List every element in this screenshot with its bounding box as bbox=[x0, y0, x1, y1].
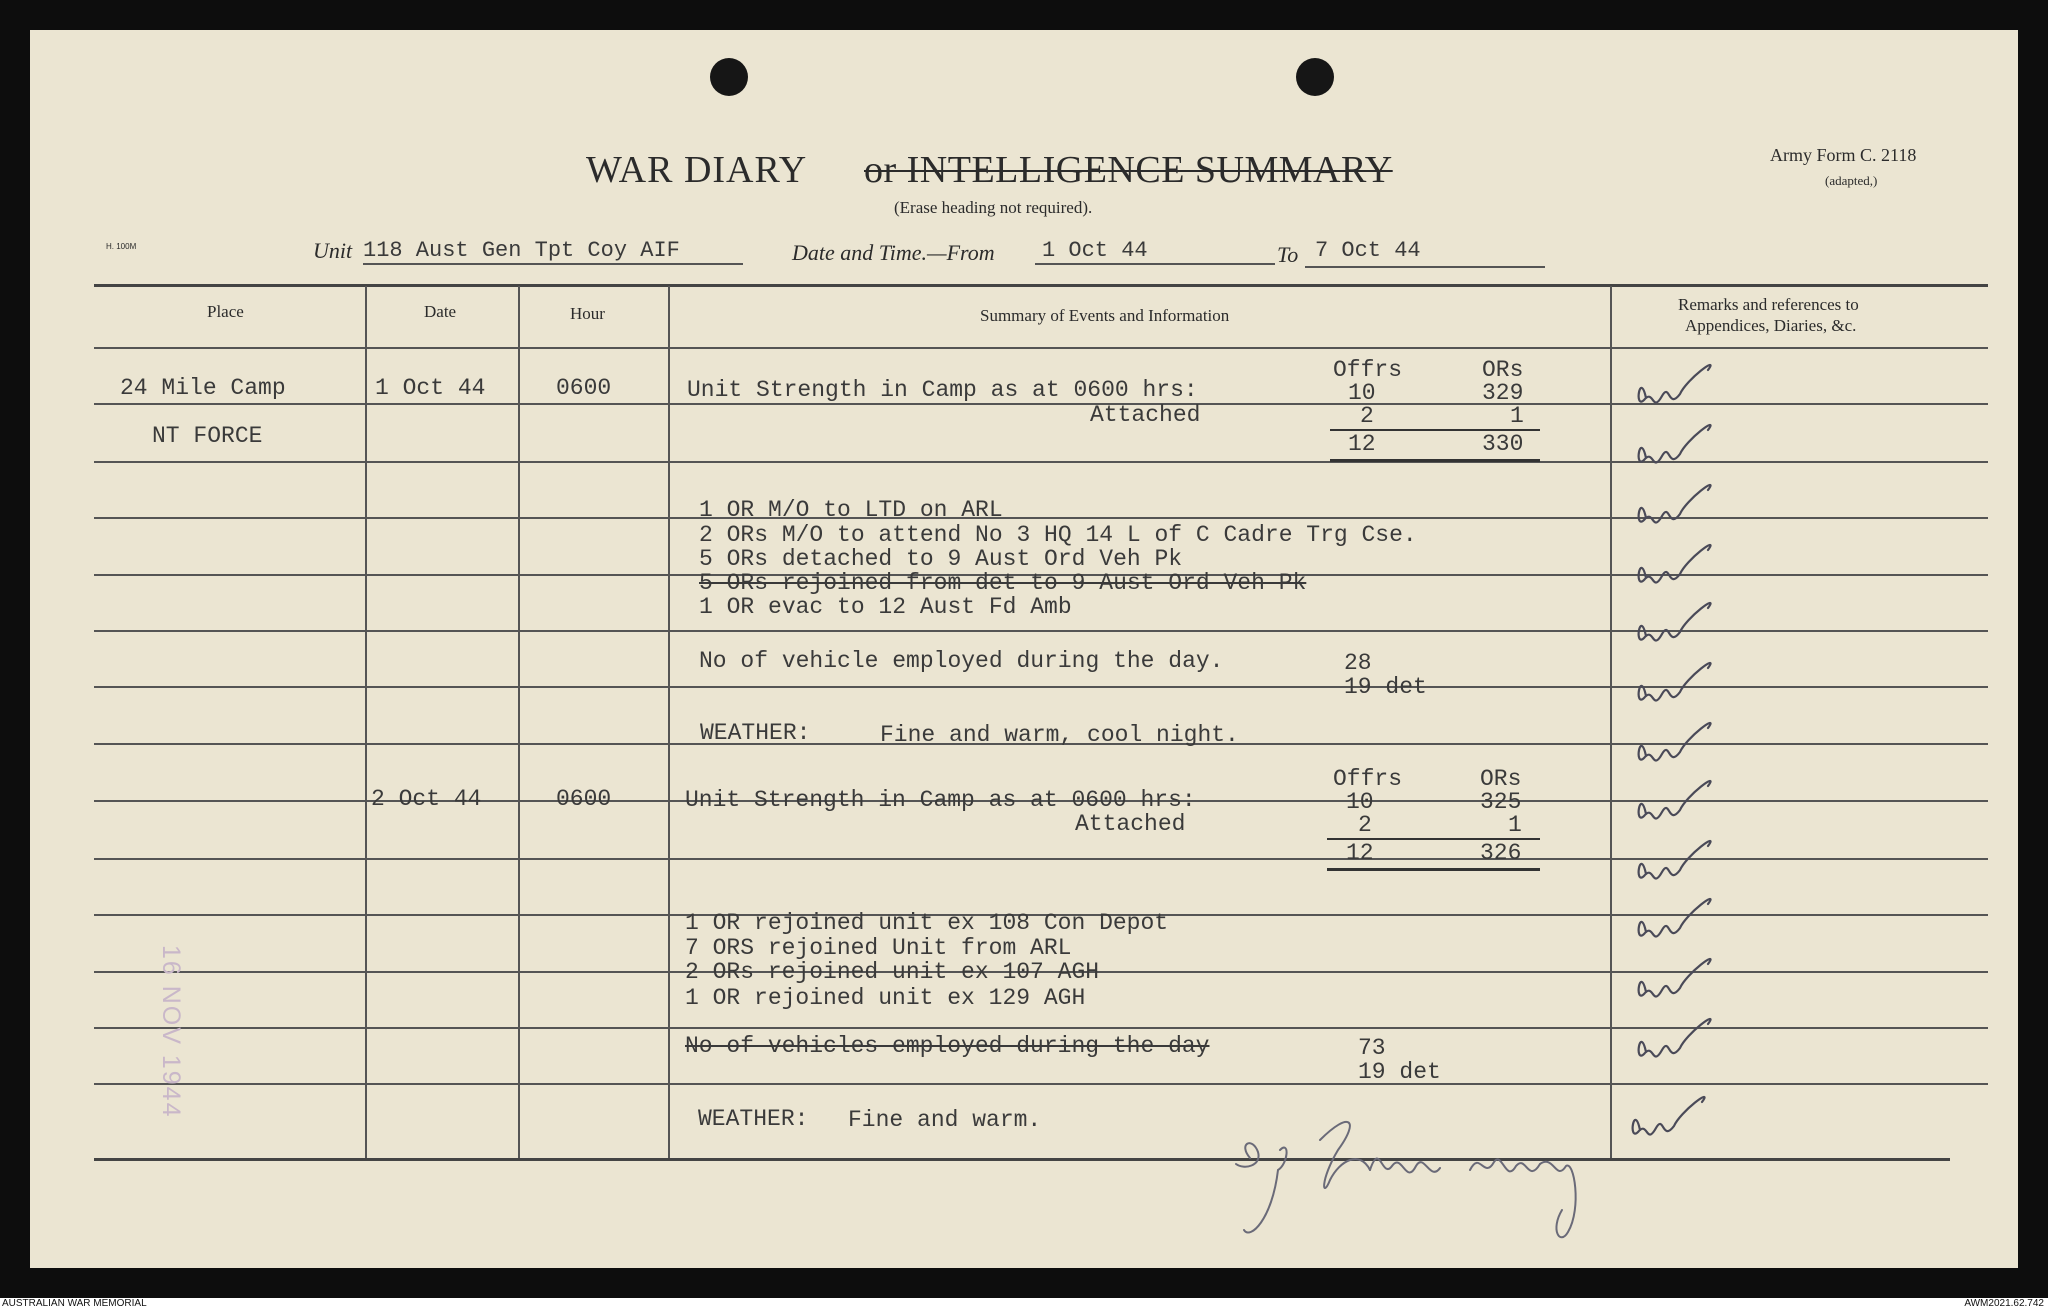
entry1-place: 24 Mile Camp bbox=[120, 375, 286, 401]
entry2-hour: 0600 bbox=[556, 786, 612, 812]
date-to-label: To bbox=[1277, 242, 1299, 267]
date-to-value: 7 Oct 44 bbox=[1315, 238, 1421, 263]
remarks-initials bbox=[1610, 360, 1730, 1150]
entry2-vehicles-value: 73 bbox=[1358, 1035, 1386, 1061]
entry2-ors-camp: 325 bbox=[1480, 789, 1522, 815]
column-header-remarks: Remarks and references to bbox=[1678, 295, 1859, 314]
entry1-vehicles-label: No of vehicle employed during the day. bbox=[699, 648, 1224, 674]
entry2-vehicles-det: 19 det bbox=[1358, 1059, 1441, 1085]
entry1-place-force: NT FORCE bbox=[152, 423, 263, 449]
column-header-date: Date bbox=[424, 302, 457, 321]
entry1-date: 1 Oct 44 bbox=[375, 375, 486, 401]
entry2-weather-label: WEATHER: bbox=[698, 1106, 809, 1132]
signature-image bbox=[1210, 1100, 1650, 1250]
entry2-ors-header: ORs bbox=[1480, 766, 1522, 792]
entry2-offrs-attached: 2 bbox=[1358, 812, 1372, 838]
entry2-vehicles-label-struck: No of vehicles employed during the day bbox=[685, 1033, 1210, 1059]
footer-right: AWM2021.62.742 bbox=[1964, 1298, 2044, 1309]
entry1-offrs-attached: 2 bbox=[1360, 403, 1374, 429]
unit-value: 118 Aust Gen Tpt Coy AIF bbox=[363, 238, 680, 263]
punch-hole bbox=[710, 58, 748, 96]
entry1-vehicles-det: 19 det bbox=[1344, 674, 1427, 700]
adapted-label: (adapted,) bbox=[1825, 173, 1878, 188]
column-header-hour: Hour bbox=[570, 304, 605, 323]
diary-page bbox=[30, 30, 2018, 1268]
footer-bar bbox=[0, 1298, 2048, 1311]
entry1-event: 1 OR M/O to LTD on ARL bbox=[699, 497, 1003, 523]
erase-note: (Erase heading not required). bbox=[894, 198, 1093, 217]
entry1-vehicles-value: 28 bbox=[1344, 650, 1372, 676]
entry1-hour: 0600 bbox=[556, 375, 612, 401]
entry1-offrs-total: 12 bbox=[1348, 431, 1376, 457]
army-form-label: Army Form C. 2118 bbox=[1770, 145, 1917, 165]
entry2-weather-value: Fine and warm. bbox=[848, 1107, 1042, 1133]
entry1-offrs-header: Offrs bbox=[1333, 357, 1403, 383]
entry1-ors-total: 330 bbox=[1482, 431, 1524, 457]
entry1-ors-header: ORs bbox=[1482, 357, 1524, 383]
entry1-strength-label: Unit Strength in Camp as at 0600 hrs: bbox=[687, 377, 1198, 403]
entry2-event: 7 ORS rejoined Unit from ARL bbox=[685, 935, 1072, 961]
entry2-ors-total: 326 bbox=[1480, 840, 1522, 866]
unit-label: Unit bbox=[313, 238, 353, 263]
entry2-event: 2 ORs rejoined unit ex 107 AGH bbox=[685, 959, 1100, 985]
column-header-summary: Summary of Events and Information bbox=[980, 306, 1230, 325]
date-from-value: 1 Oct 44 bbox=[1042, 238, 1148, 263]
entry2-event: 1 OR rejoined unit ex 108 Con Depot bbox=[685, 910, 1169, 936]
footer-left: AUSTRALIAN WAR MEMORIAL bbox=[2, 1298, 147, 1309]
date-from-label: Date and Time.—From bbox=[792, 240, 995, 265]
entry2-offrs-total: 12 bbox=[1346, 840, 1374, 866]
column-header-remarks-2: Appendices, Diaries, &c. bbox=[1685, 316, 1857, 335]
punch-hole bbox=[1296, 58, 1334, 96]
entry1-event: 5 ORs detached to 9 Aust Ord Veh Pk bbox=[699, 546, 1183, 572]
entry2-strength-label: Unit Strength in Camp as at 0600 hrs: bbox=[685, 787, 1196, 813]
entry1-event-struck: 5 ORs rejoined from det to 9 Aust Ord Veh Pk bbox=[699, 570, 1307, 596]
entry2-attached-label: Attached bbox=[1075, 811, 1186, 837]
entry1-offrs-camp: 10 bbox=[1348, 380, 1376, 406]
entry1-weather-label: WEATHER: bbox=[700, 720, 811, 746]
title-struck-heading: or INTELLIGENCE SUMMARY bbox=[864, 149, 1393, 191]
received-date-stamp: 16 NOV 1944 bbox=[157, 945, 185, 1119]
entry1-event: 1 OR evac to 12 Aust Fd Amb bbox=[699, 594, 1072, 620]
entry2-event: 1 OR rejoined unit ex 129 AGH bbox=[685, 985, 1086, 1011]
title-war-diary: WAR DIARY bbox=[586, 149, 808, 191]
entry2-offrs-header: Offrs bbox=[1333, 766, 1403, 792]
entry1-weather-value: Fine and warm, cool night. bbox=[880, 722, 1239, 748]
form-code: H. 100M bbox=[106, 242, 137, 251]
entry2-date: 2 Oct 44 bbox=[371, 786, 482, 812]
entry1-attached-label: Attached bbox=[1090, 402, 1201, 428]
entry1-event: 2 ORs M/O to attend No 3 HQ 14 L of C Cadre Trg Cse. bbox=[699, 522, 1417, 548]
entry2-offrs-camp: 10 bbox=[1346, 789, 1374, 815]
entry1-ors-attached: 1 bbox=[1510, 403, 1524, 429]
entry1-ors-camp: 329 bbox=[1482, 380, 1524, 406]
column-header-place: Place bbox=[207, 302, 244, 321]
entry2-ors-attached: 1 bbox=[1508, 812, 1522, 838]
